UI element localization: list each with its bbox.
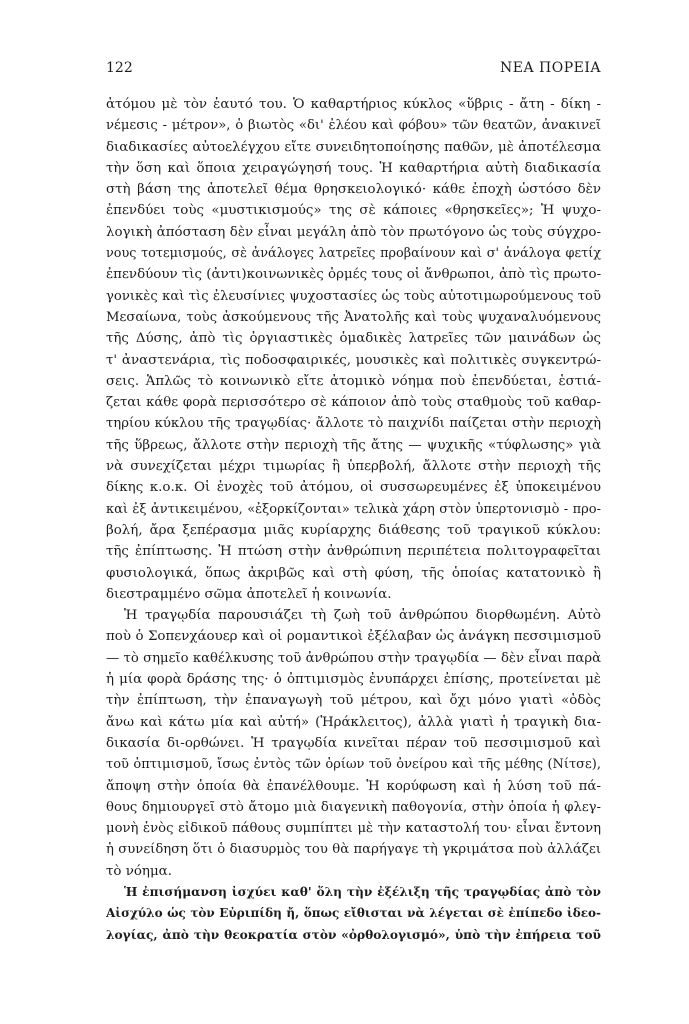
page-number: 122 — [106, 60, 133, 76]
text-line: νὰ συνεχίζεται μέχρι τιμωρίας ἢ ὑπερβολή, ἄλλοτε στὴν περιοχὴ τῆς — [106, 459, 601, 475]
running-head — [106, 60, 601, 80]
text-line: — τὸ σημεῖο καθέλκυσης τοῦ ἀνθρώπου στὴν τραγῳδία — δὲν εἶναι παρὰ — [106, 650, 601, 666]
text-line: δίκης κ.ο.κ. Οἱ ἐνοχὲς τοῦ ἀτόμου, οἱ συσσωρευμένες ἐξ ὑποκειμένου — [106, 480, 601, 496]
text-line: τηρίου κύκλου τῆς τραγῳδίας· ἄλλοτε τὸ παιχνίδι παίζεται στὴν περιοχὴ — [106, 416, 601, 432]
body-text — [106, 94, 601, 946]
text-line: τὴν ὅση καὶ ὅποια χειραγώγησή τους. Ἡ καθαρτήρια αὐτὴ διαδικασία — [106, 160, 601, 176]
text-line: στὴ βάση της ἀποτελεῖ θέμα θρησκειολογικό· κάθε ἐποχὴ ὡστόσο δὲν — [106, 182, 601, 198]
text-line: θους δημιουργεῖ στὸ ἄτομο μιὰ διαγενικὴ παθογονία, στὴν ὁποία ἡ φλεγ- — [106, 799, 601, 815]
paragraph-start-line: Ἡ ἐπισήμανση ἰσχύει καθ' ὅλη τὴν ἐξέλιξη τῆς τραγῳδίας ἀπὸ τὸν — [124, 884, 601, 899]
text-line: καὶ ἐξ ἀντικειμένου, «ἐξορκίζονται» τελικὰ χάρη στὸν ὑπερτονισμὸ - προ- — [106, 501, 601, 517]
text-line: λογίας, ἀπὸ τὴν θεοκρατία στὸν «ὀρθολογισμό», ὑπὸ τὴν ἐπήρεια τοῦ — [106, 927, 601, 942]
text-line: ἐπενδύουν τὶς (ἀντι)κοινωνικὲς ὁρμές τους οἱ ἄνθρωποι, ἀπὸ τὶς πρωτο- — [106, 267, 601, 283]
text-line: ἐπενδύει τοὺς «μυστικισμούς» της σὲ κάποιες «θρησκεῖες»; Ἡ ψυχο- — [106, 203, 601, 219]
text-line: τ' ἀναστενάρια, τὶς ποδοσφαιρικές, μουσικὲς καὶ πολιτικὲς συγκεντρώ- — [106, 352, 601, 368]
text-line: τοῦ ὀπτιμισμοῦ, ἴσως ἐντὸς τῶν ὁρίων τοῦ ὀνείρου καὶ τῆς μέθης (Νίτσε), — [106, 757, 601, 773]
paragraph-end-line: τὸ νόημα. — [106, 863, 172, 879]
text-line: ἀτόμου μὲ τὸν ἑαυτό του. Ὁ καθαρτήριος κύκλος «ὕβρις - ἄτη - δίκη - — [106, 97, 601, 112]
text-line: ζεται κάθε φορὰ περισσότερο σὲ κάποιον ἀπὸ τοὺς σταθμοὺς τοῦ καθαρ- — [106, 395, 601, 411]
text-line: λογικὴ ἀπόσταση δὲν εἶναι μεγάλη ἀπὸ τὸν πρωτόγονο ὡς τοὺς σύγχρο- — [106, 224, 601, 240]
text-line: γονικὲς καὶ τὶς ἐλευσίνιες ψυχοστασίες ὡς τοὺς αὐτοτιμωρούμενους τοῦ — [106, 288, 601, 304]
text-line: βολή, ἄρα ξεπέρασμα μιᾶς κυρίαρχης διάθεσης τοῦ τραγικοῦ κύκλου: — [106, 522, 601, 538]
text-line: Αἰσχύλο ὡς τὸν Εὐριπίδη ἤ, ὅπως εἴθισται νὰ λέγεται σὲ ἐπίπεδο ἰδεο- — [106, 906, 601, 921]
text-line: ἡ συνείδηση ὅτι ὁ διασυρμὸς του θὰ παρήγαγε τὴ γκριμάτσα ποὺ ἀλλάζει — [106, 842, 601, 858]
text-line: τῆς Δύσης, ἀπὸ τὶς ὀργιαστικὲς ὁμαδικὲς λατρεῖες τῶν μαινάδων ὡς — [106, 331, 601, 347]
text-line: νους τοτεμισμούς, σὲ ἀνάλογες λατρεῖες προβαίνουν καὶ σ' ἀνάλογα φετίχ — [106, 246, 601, 262]
text-line: δικασία δι-ορθώνει. Ἡ τραγῳδία κινεῖται πέραν τοῦ πεσσιμισμοῦ καὶ — [106, 735, 601, 751]
text-line: τῆς ὕβρεως, ἄλλοτε στὴν περιοχὴ τῆς ἄτης — ψυχικῆς «τύφλωσης» γιὰ — [106, 437, 601, 453]
text-line: Μεσαίωνα, τοὺς ἀσκούμενους τῆς Ἀνατολῆς καὶ τοὺς ψυχαναλυόμενους — [106, 309, 601, 325]
journal-title: ΝΕΑ ΠΟΡΕΙΑ — [500, 60, 601, 76]
text-line: μονὴ ἑνὸς εἰδικοῦ πάθους συμπίπτει μὲ τὴν καταστολή του· εἶναι ἔντονη — [106, 821, 601, 837]
text-line: ποὺ ὁ Σοπενχάουερ καὶ οἱ ρομαντικοὶ ἐξέλαβαν ὡς ἀνάγκη πεσσιμισμοῦ — [106, 629, 601, 645]
text-line: ἡ μία φορὰ δράσης της· ὁ ὀπτιμισμὸς ἐνυπάρχει ἐπίσης, προτείνεται μὲ — [106, 672, 601, 688]
text-line: διαδικασίες αὐτοελέγχου εἴτε συνειδητοποίησης παθῶν, μὲ ἀποτέλεσμα — [106, 139, 601, 155]
text-line: σεις. Ἁπλῶς τὸ κοινωνικὸ εἴτε ἀτομικὸ νόημα ποὺ ἐπενδύεται, ἑστιά- — [106, 373, 601, 389]
paragraph-end-line: διεστραμμένο σῶμα ἀποτελεῖ ἡ κοινωνία. — [106, 586, 392, 602]
paragraph-start-line: Ἡ τραγῳδία παρουσιάζει τὴ ζωὴ τοῦ ἀνθρώπου διορθωμένη. Αὐτὸ — [124, 608, 601, 624]
text-line: νέμεσις - μέτρον», ὁ βιωτὸς «δι' ἐλέου καὶ φόβου» τῶν θεατῶν, ἀνακινεῖ — [106, 118, 601, 134]
text-line: ἄποψη στὴν ὁποία θὰ ἐπανέλθουμε. Ἡ κορύφωση καὶ ἡ λύση τοῦ πά- — [106, 778, 601, 794]
text-line: τῆς ἐπίπτωσης. Ἡ πτώση στὴν ἀνθρώπινη περιπέτεια πολιτογραφεῖται — [106, 544, 601, 560]
text-line: φυσιολογικά, ὅπως ἀκριβῶς καὶ στὴ φύση, τῆς ὁποίας κατατονικὸ ἢ — [106, 565, 601, 581]
text-line: τὴν ἐπίπτωση, τὴν ἐπαναγωγὴ τοῦ μέτρου, καὶ ὄχι μόνο γιατὶ «ὁδὸς — [106, 693, 601, 709]
text-line: ἄνω καὶ κάτω μία καὶ αὐτή» (Ἡράκλειτος), ἀλλὰ γιατὶ ἡ τραγικὴ δια- — [106, 714, 601, 730]
